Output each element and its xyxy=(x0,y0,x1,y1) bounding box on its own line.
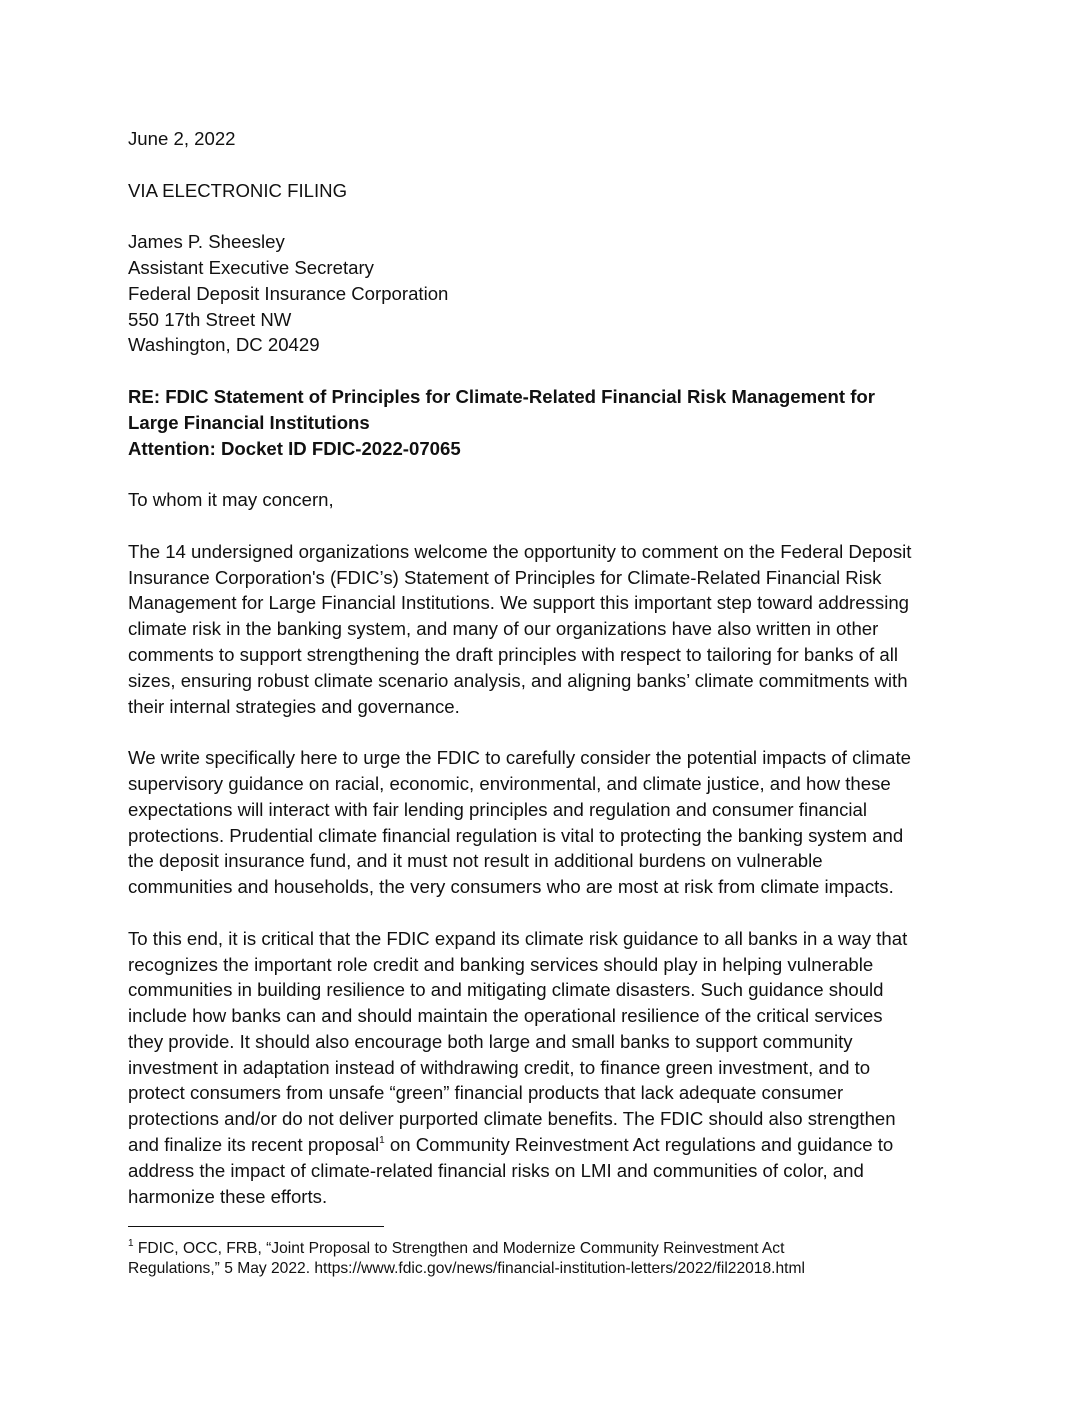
text-line-with-footnote xyxy=(128,1132,958,1158)
docket-line: Attention: Docket ID FDIC-2022-07065 xyxy=(128,437,461,459)
text-line: supervisory guidance on racial, economic, environmental, and climate justice, and how these xyxy=(128,772,891,794)
paragraph-recommendations xyxy=(128,926,958,1210)
text-line: The 14 undersigned organizations welcome the opportunity to comment on the Federal Deposit xyxy=(128,540,912,562)
recipient-address xyxy=(128,229,958,358)
subject-heading xyxy=(128,384,958,461)
text-line: sizes, ensuring robust climate scenario analysis, and aligning banks’ climate commitments with xyxy=(128,669,908,691)
paragraph-intro xyxy=(128,539,958,720)
footnote-citation-line: Regulations,” 5 May 2022. https://www.fdic.gov/news/financial-institution-letters/2022/fil22018.html xyxy=(128,1260,805,1277)
subject-line: RE: FDIC Statement of Principles for Climate-Related Financial Risk Management for xyxy=(128,385,875,407)
salutation: To whom it may concern, xyxy=(128,489,334,511)
recipient-line: 550 17th Street NW xyxy=(128,308,292,330)
text-line: expectations will interact with fair lending principles and regulation and consumer financial xyxy=(128,798,867,820)
text-line: recognizes the important role credit and banking services should play in helping vulnerable xyxy=(128,953,874,975)
text-line: protect consumers from unsafe “green” financial products that lack adequate consumer xyxy=(128,1082,844,1104)
footnote-section xyxy=(128,1239,958,1279)
footnote-divider xyxy=(128,1226,384,1227)
text-line: Management for Large Financial Institutions. We support this important step toward addressing xyxy=(128,592,910,614)
recipient-line: Washington, DC 20429 xyxy=(128,334,320,356)
text-line: communities in building resilience to and mitigating climate disasters. Such guidance should xyxy=(128,979,884,1001)
text-line: To this end, it is critical that the FDIC expand its climate risk guidance to all banks in a way that xyxy=(128,927,908,949)
text-line: climate risk in the banking system, and many of our organizations have also written in other xyxy=(128,618,879,640)
text-line: protections. Prudential climate financial regulation is vital to protecting the banking system and xyxy=(128,824,904,846)
paragraph-justice xyxy=(128,745,958,900)
letter-body xyxy=(128,126,958,1235)
text-line: include how banks can and should maintain the operational resilience of the critical services xyxy=(128,1005,883,1027)
text-line: they provide. It should also encourage both large and small banks to support community xyxy=(128,1030,853,1052)
subject-line: Large Financial Institutions xyxy=(128,411,370,433)
text-line: their internal strategies and governance. xyxy=(128,695,460,717)
text-line: investment in adaptation instead of withdrawing credit, to finance green investment, and to xyxy=(128,1056,871,1078)
text-line: communities and households, the very consumers who are most at risk from climate impacts. xyxy=(128,876,894,898)
footnote-number: 1 xyxy=(128,1237,134,1249)
text-line: address the impact of climate-related financial risks on LMI and communities of color, and xyxy=(128,1159,864,1181)
text-line: harmonize these efforts. xyxy=(128,1185,328,1207)
footnote-text: FDIC, OCC, FRB, “Joint Proposal to Strengthen and Modernize Community Reinvestment Act xyxy=(133,1240,785,1257)
text-fragment: and finalize its recent proposal xyxy=(128,1134,380,1156)
text-line: the deposit insurance fund, and it must not result in additional burdens on vulnerable xyxy=(128,850,823,872)
letter-date: June 2, 2022 xyxy=(128,128,236,149)
text-line: comments to support strengthening the draft principles with respect to tailoring for banks of all xyxy=(128,643,898,665)
recipient-line: Assistant Executive Secretary xyxy=(128,256,374,278)
footnote-reference[interactable]: 1 xyxy=(379,1134,385,1146)
recipient-line: James P. Sheesley xyxy=(128,231,285,253)
text-line: Insurance Corporation's (FDIC’s) Statement of Principles for Climate-Related Financial Risk xyxy=(128,566,882,588)
recipient-line: Federal Deposit Insurance Corporation xyxy=(128,282,449,304)
text-line: protections and/or do not deliver purported climate benefits. The FDIC should also strengthen xyxy=(128,1108,896,1130)
text-fragment: on Community Reinvestment Act regulations and guidance to xyxy=(384,1134,894,1156)
footnote-line xyxy=(128,1239,958,1259)
text-line: We write specifically here to urge the FDIC to carefully consider the potential impacts of climate xyxy=(128,747,911,769)
filing-method: VIA ELECTRONIC FILING xyxy=(128,179,348,201)
